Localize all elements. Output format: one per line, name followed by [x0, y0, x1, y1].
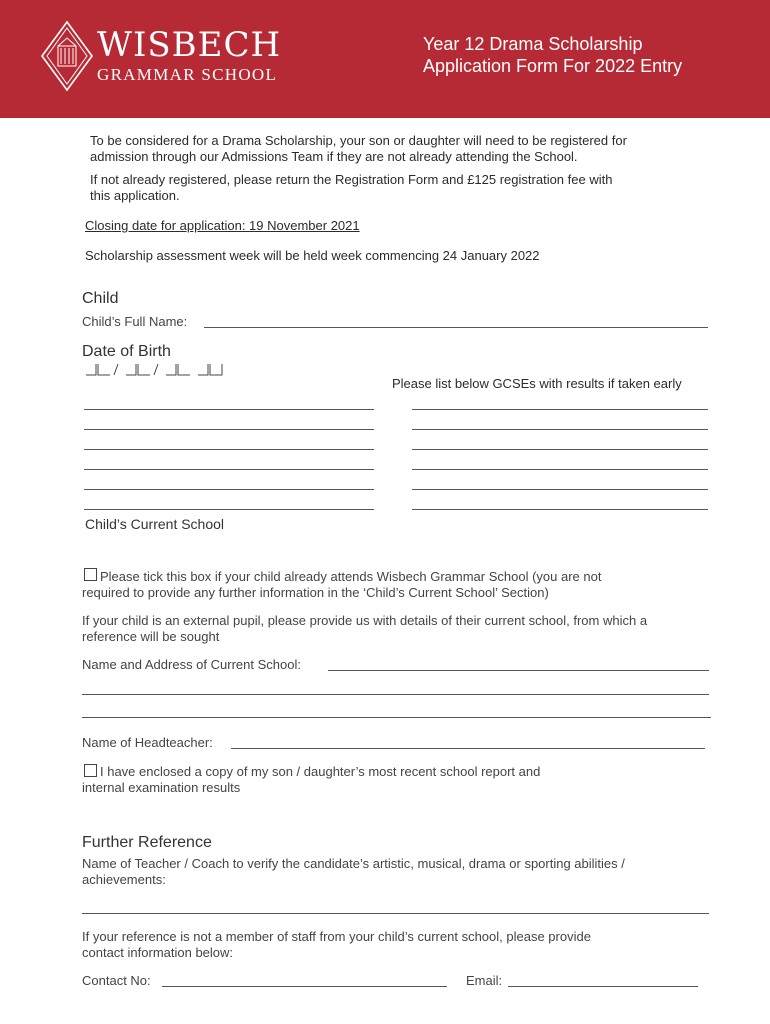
gcse-line-right[interactable]	[412, 509, 708, 510]
school-subtitle: GRAMMAR SCHOOL	[97, 65, 278, 84]
attends-wgs-line2: required to provide any further information in the ‘Child’s Current School’ Section)	[82, 585, 549, 600]
headteacher-label: Name of Headteacher:	[82, 735, 213, 750]
school-crest-icon	[40, 20, 94, 92]
school-name-address-field[interactable]	[328, 670, 709, 671]
gcse-line-right[interactable]	[412, 469, 708, 470]
form-title-line2: Application Form For 2022 Entry	[423, 56, 683, 76]
child-full-name-field[interactable]	[204, 327, 708, 328]
intro-para1-line2: admission through our Admissions Team if they are not already attending the School.	[90, 149, 578, 164]
headteacher-field[interactable]	[231, 748, 705, 749]
attends-wgs-checkbox[interactable]	[84, 568, 97, 581]
gcse-line-left[interactable]	[84, 469, 374, 470]
school-report-checkbox[interactable]	[84, 764, 97, 777]
email-label: Email:	[466, 973, 503, 988]
gcse-line-left[interactable]	[84, 449, 374, 450]
email-field[interactable]	[508, 986, 698, 987]
school-address-line[interactable]	[82, 694, 709, 695]
gcse-line-right[interactable]	[412, 489, 708, 490]
gcse-line-left[interactable]	[84, 409, 374, 410]
gcse-line-right[interactable]	[412, 449, 708, 450]
school-report-line2: internal examination results	[82, 780, 241, 795]
school-name-address-label: Name and Address of Current School:	[82, 657, 301, 672]
gcse-line-right[interactable]	[412, 409, 708, 410]
external-pupil-line2: reference will be sought	[82, 629, 220, 644]
assessment-week: Scholarship assessment week will be held week commencing 24 January 2022	[85, 248, 540, 263]
gcse-label: Please list below GCSEs with results if taken early	[392, 376, 682, 391]
gcse-line-left[interactable]	[84, 509, 374, 510]
reference-teacher-line1: Name of Teacher / Coach to verify the candidate’s artistic, musical, drama or sporting abilities /	[82, 856, 625, 871]
child-heading: Child	[82, 290, 119, 307]
contact-no-field[interactable]	[162, 986, 447, 987]
child-full-name-label: Child’s Full Name:	[82, 314, 188, 329]
gcse-line-left[interactable]	[84, 489, 374, 490]
attends-wgs-line1: Please tick this box if your child already attends Wisbech Grammar School (you are not	[100, 569, 602, 584]
school-name: WISBECH	[97, 25, 282, 65]
reference-note-line1: If your reference is not a member of staff from your child’s current school, please provide	[82, 929, 591, 944]
gcse-line-left[interactable]	[84, 429, 374, 430]
external-pupil-line1: If your child is an external pupil, please provide us with details of their current school, from which a	[82, 613, 648, 628]
form-title-line1: Year 12 Drama Scholarship	[423, 34, 643, 54]
further-reference-heading: Further Reference	[82, 834, 212, 851]
reference-teacher-line2: achievements:	[82, 872, 166, 887]
contact-no-label: Contact No:	[82, 973, 151, 988]
reference-teacher-field[interactable]	[82, 913, 709, 914]
intro-para1-line1: To be considered for a Drama Scholarship, your son or daughter will need to be registered for	[90, 133, 627, 148]
dob-heading: Date of Birth	[82, 343, 171, 360]
intro-para2-line1: If not already registered, please return the Registration Form and £125 registration fee with	[90, 172, 613, 187]
current-school-heading: Child’s Current School	[85, 516, 225, 532]
header-banner	[0, 0, 770, 118]
form-title	[423, 33, 682, 77]
closing-date: Closing date for application: 19 November 2021	[85, 218, 360, 233]
gcse-line-right[interactable]	[412, 429, 708, 430]
school-address-line[interactable]	[82, 717, 711, 718]
intro-para2-line2: this application.	[90, 188, 180, 203]
reference-note-line2: contact information below:	[82, 945, 234, 960]
dob-field[interactable]	[84, 362, 229, 378]
school-report-line1: I have enclosed a copy of my son / daughter’s most recent school report and	[100, 764, 541, 779]
